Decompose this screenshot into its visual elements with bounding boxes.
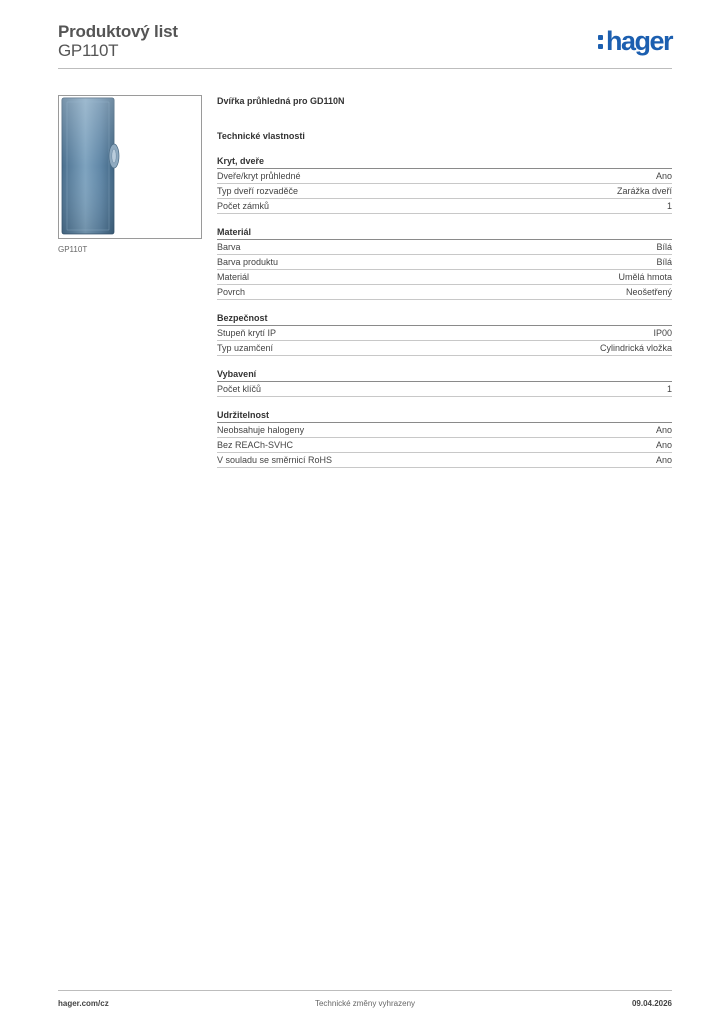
- product-door-image: [59, 96, 201, 238]
- property-row: [217, 169, 672, 184]
- property-value: Bílá: [656, 257, 672, 267]
- property-value: Ano: [655, 440, 672, 450]
- property-row: [217, 199, 672, 214]
- property-label: Materiál: [217, 272, 250, 282]
- property-value: Cylindrická vložka: [599, 343, 672, 353]
- property-value: Umělá hmota: [618, 272, 672, 282]
- hager-logo: [598, 26, 672, 56]
- property-row: [217, 453, 672, 468]
- property-section: [217, 155, 672, 214]
- property-row: [217, 326, 672, 341]
- product-code: GP110T: [58, 41, 119, 60]
- image-caption: GP110T: [58, 245, 88, 254]
- property-row: [217, 285, 672, 300]
- property-label: Typ uzamčení: [217, 343, 274, 353]
- document-title: Produktový list: [58, 22, 178, 41]
- property-value: Ano: [655, 425, 672, 435]
- property-label: Počet zámků: [217, 201, 270, 211]
- property-row: [217, 341, 672, 356]
- footer-note: Technické změny vyhrazeny: [314, 999, 416, 1008]
- property-section: [217, 368, 672, 397]
- property-value: Ano: [655, 455, 672, 465]
- product-name: Dvířka průhledná pro GD110N: [217, 96, 345, 106]
- property-value: Neošetřený: [625, 287, 672, 297]
- logo-dots-icon: [598, 33, 604, 51]
- footer-website: hager.com/cz: [58, 999, 109, 1008]
- section-title: Vybavení: [217, 368, 672, 382]
- property-value: 1: [666, 384, 672, 394]
- property-row: [217, 240, 672, 255]
- property-label: Barva: [217, 242, 241, 252]
- property-section: [217, 312, 672, 356]
- property-value: 1: [666, 201, 672, 211]
- property-section: [217, 409, 672, 468]
- property-label: Bez REACh-SVHC: [217, 440, 294, 450]
- property-row: [217, 423, 672, 438]
- property-row: [217, 438, 672, 453]
- technical-properties-heading: Technické vlastnosti: [217, 131, 305, 141]
- section-title: Udržitelnost: [217, 409, 672, 423]
- property-row: [217, 270, 672, 285]
- property-row: [217, 255, 672, 270]
- property-label: V souladu se směrnicí RoHS: [217, 455, 333, 465]
- section-title: Bezpečnost: [217, 312, 672, 326]
- property-value: Zarážka dveří: [616, 186, 672, 196]
- property-value: Ano: [655, 171, 672, 181]
- product-image-frame: [58, 95, 202, 239]
- property-value: Bílá: [656, 242, 672, 252]
- property-sections: [217, 155, 672, 468]
- property-label: Typ dveří rozvaděče: [217, 186, 299, 196]
- property-label: Povrch: [217, 287, 246, 297]
- product-details: [217, 95, 672, 468]
- property-row: [217, 184, 672, 199]
- logo-text: hager: [605, 26, 672, 56]
- property-label: Barva produktu: [217, 257, 279, 267]
- property-label: Stupeň krytí IP: [217, 328, 277, 338]
- section-title: Kryt, dveře: [217, 155, 672, 169]
- property-row: [217, 382, 672, 397]
- property-label: Dveře/kryt průhledné: [217, 171, 301, 181]
- section-title: Materiál: [217, 226, 672, 240]
- page-footer: [58, 990, 672, 1008]
- property-label: Počet klíčů: [217, 384, 262, 394]
- property-value: IP00: [653, 328, 672, 338]
- page-header: [58, 20, 672, 69]
- footer-date: 09.04.2026: [631, 999, 672, 1008]
- property-section: [217, 226, 672, 300]
- property-label: Neobsahuje halogeny: [217, 425, 305, 435]
